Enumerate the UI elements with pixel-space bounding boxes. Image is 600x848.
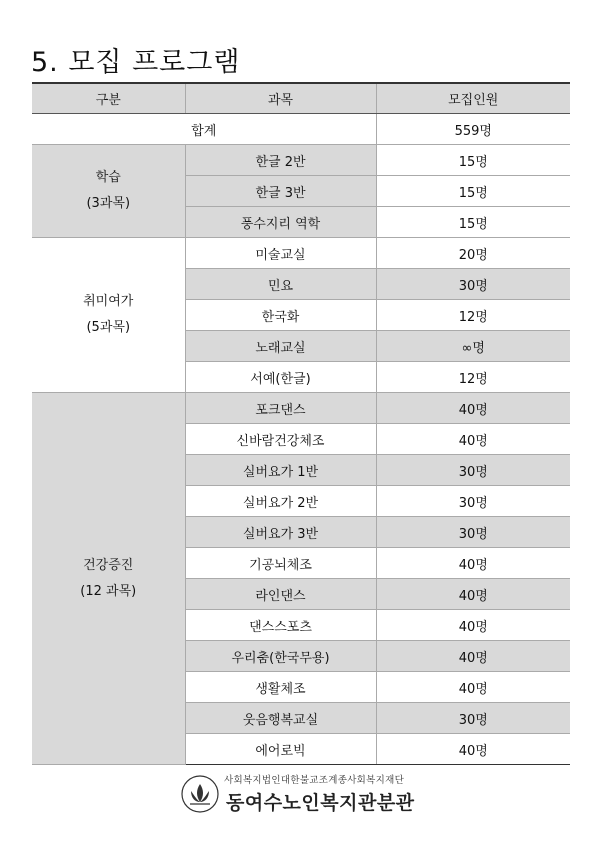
course-cell: 실버요가 2반 <box>185 486 376 517</box>
course-cell: 댄스스포츠 <box>185 610 376 641</box>
count-cell: 12명 <box>376 300 570 331</box>
count-cell: 40명 <box>376 610 570 641</box>
count-cell: 20명 <box>376 238 570 269</box>
course-cell: 풍수지리 역학 <box>185 207 376 238</box>
course-cell: 민요 <box>185 269 376 300</box>
total-label: 합계 <box>32 114 376 145</box>
header-count: 모집인원 <box>376 83 570 114</box>
lotus-logo-icon <box>180 774 220 814</box>
course-cell: 생활체조 <box>185 672 376 703</box>
course-cell: 노래교실 <box>185 331 376 362</box>
course-cell: 신바람건강체조 <box>185 424 376 455</box>
course-cell: 에어로빅 <box>185 734 376 765</box>
count-cell: 40명 <box>376 734 570 765</box>
course-cell: 기공뇌체조 <box>185 548 376 579</box>
group-sub: (12 과목) <box>80 583 137 599</box>
course-cell: 실버요가 1반 <box>185 455 376 486</box>
count-cell: 15명 <box>376 145 570 176</box>
count-cell: 40명 <box>376 641 570 672</box>
group-cell-hobby <box>32 238 185 393</box>
course-cell: 실버요가 3반 <box>185 517 376 548</box>
group-sub: (3과목) <box>86 196 131 211</box>
count-cell: 12명 <box>376 362 570 393</box>
course-cell: 서예(한글) <box>185 362 376 393</box>
table-row <box>32 238 570 269</box>
total-count: 559명 <box>376 114 570 145</box>
group-cell-study <box>32 145 185 238</box>
table-row <box>32 145 570 176</box>
count-cell: 30명 <box>376 517 570 548</box>
count-cell: 15명 <box>376 176 570 207</box>
group-name: 취미여가 <box>83 294 134 309</box>
group-name: 학습 <box>95 170 121 185</box>
group-cell-health <box>32 393 185 765</box>
course-cell: 라인댄스 <box>185 579 376 610</box>
count-cell: 30명 <box>376 486 570 517</box>
total-row <box>32 114 570 145</box>
foundation-name: 사회복지법인대한불교조계종사회복지재단 <box>224 775 405 786</box>
table-row <box>32 393 570 424</box>
program-table <box>32 82 570 765</box>
count-cell: 40명 <box>376 424 570 455</box>
course-cell: 한글 2반 <box>185 145 376 176</box>
count-cell: 40명 <box>376 548 570 579</box>
table-header-row <box>32 83 570 114</box>
course-cell: 우리춤(한국무용) <box>185 641 376 672</box>
count-cell: 40명 <box>376 579 570 610</box>
group-sub: (5과목) <box>86 320 131 335</box>
page-title: 5. 모집 프로그램 <box>31 47 241 78</box>
center-name: 동여수노인복지관분관 <box>226 792 415 814</box>
count-cell: 40명 <box>376 393 570 424</box>
count-cell: ∞명 <box>376 331 570 362</box>
count-cell: 15명 <box>376 207 570 238</box>
course-cell: 웃음행복교실 <box>185 703 376 734</box>
course-cell: 한국화 <box>185 300 376 331</box>
count-cell: 30명 <box>376 455 570 486</box>
header-course: 과목 <box>185 83 376 114</box>
count-cell: 30명 <box>376 269 570 300</box>
course-cell: 미술교실 <box>185 238 376 269</box>
header-category: 구분 <box>32 83 185 114</box>
count-cell: 30명 <box>376 703 570 734</box>
course-cell: 포크댄스 <box>185 393 376 424</box>
group-name: 건강증진 <box>83 557 134 573</box>
count-cell: 40명 <box>376 672 570 703</box>
course-cell: 한글 3반 <box>185 176 376 207</box>
footer-organization <box>180 768 420 818</box>
